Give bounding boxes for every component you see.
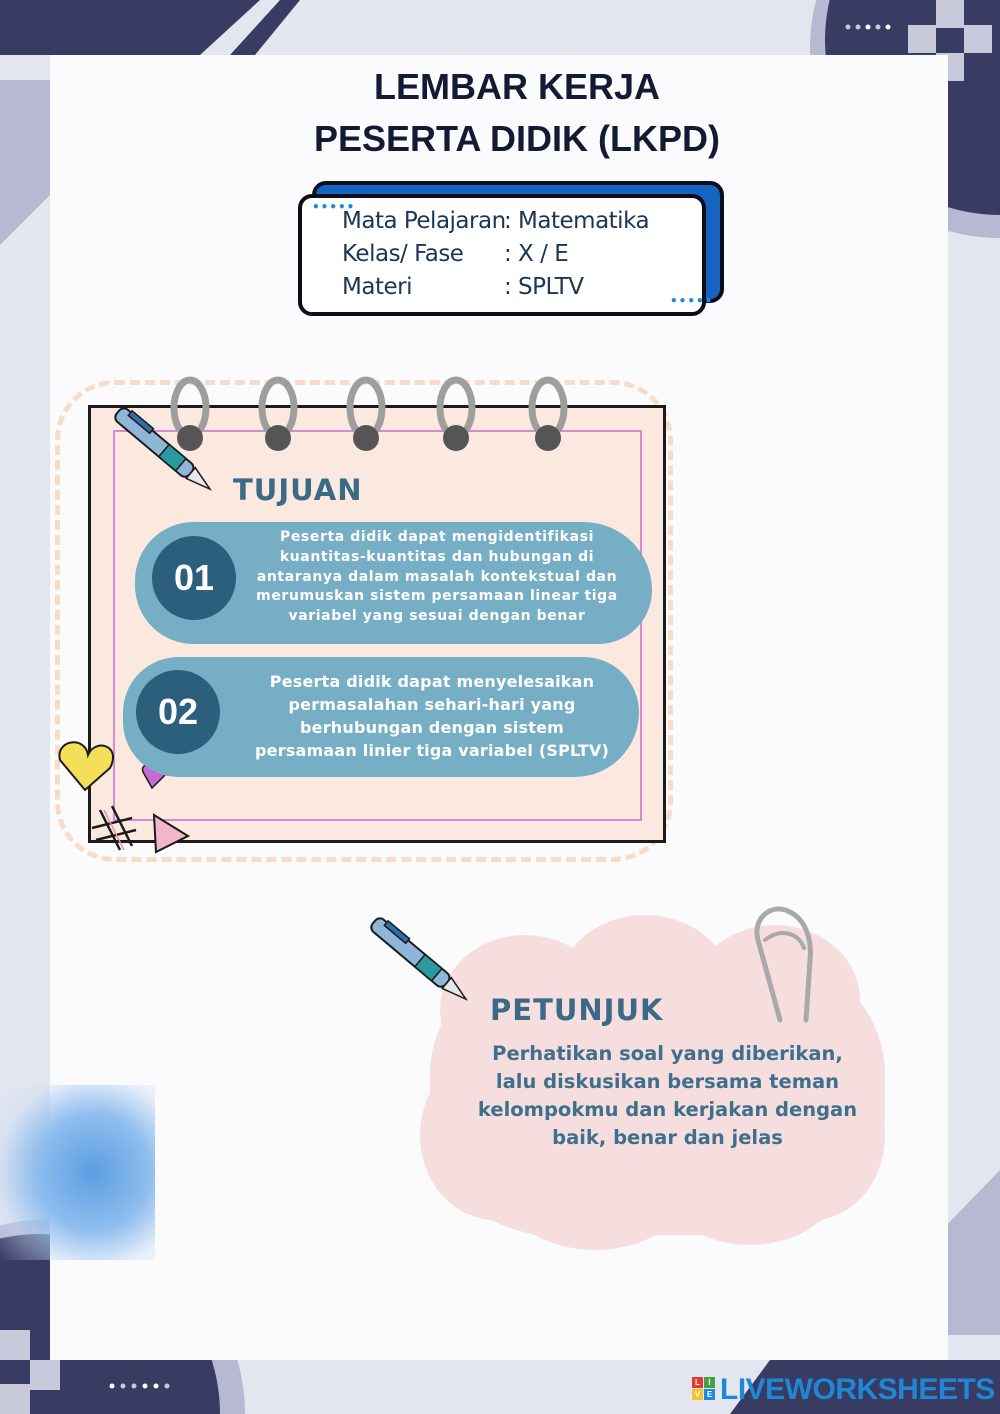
liveworksheets-brand[interactable]: LIVEWORKSHEETS: [720, 1373, 995, 1406]
info-label: Mata Pelajaran: [342, 208, 506, 234]
spiral-rings: [174, 380, 564, 451]
paperclip-icon: [757, 909, 810, 1020]
pen-icon: [369, 914, 472, 1005]
logo-tile: E: [704, 1389, 715, 1400]
page-title-line2: PESERTA DIDIK (LKPD): [313, 118, 720, 159]
tujuan-text-1: Peserta didik dapat mengidentifikasi kuantitas-kuantitas dan hubungan di antaranya dalam masalah kontekstual dan merumuskan sistem persamaan linear tiga variabel yang sesuai dengan benar: [256, 529, 618, 625]
hash-icon: [92, 806, 136, 850]
page-title-line1: LEMBAR KERJA: [373, 66, 660, 107]
dots-icon: •••••: [670, 294, 714, 308]
petunjuk-heading: PETUNJUK: [490, 993, 664, 1027]
liveworksheets-logo[interactable]: [692, 1377, 716, 1401]
info-row-subject: [342, 208, 649, 234]
heart-icon: [59, 742, 113, 790]
pen-icon: [113, 404, 216, 495]
tujuan-number-2: 02: [136, 670, 220, 754]
info-value: : Matematika: [504, 208, 650, 234]
dots-icon: •••••: [312, 200, 356, 214]
info-value: : SPLTV: [504, 274, 584, 300]
petunjuk-text: Perhatikan soal yang diberikan, lalu diskusikan bersama teman kelompokmu dan kerjakan dengan baik, benar dan jelas: [477, 1042, 858, 1149]
logo-tile: V: [692, 1389, 703, 1400]
info-row-class: [342, 241, 568, 267]
tujuan-text-2: Peserta didik dapat menyelesaikan permasalahan sehari-hari yang berhubungan dengan sistem persamaan linier tiga variabel (SPLTV): [255, 672, 609, 760]
logo-tile: L: [692, 1377, 703, 1388]
info-row-material: [342, 274, 583, 300]
blur-decoration: [0, 1085, 155, 1260]
info-label: Kelas/ Fase: [342, 241, 464, 267]
info-value: : X / E: [504, 241, 569, 267]
triangle-icon: [154, 815, 188, 852]
logo-tile: I: [704, 1377, 715, 1388]
info-label: Materi: [342, 274, 412, 300]
tujuan-heading: TUJUAN: [233, 473, 363, 507]
info-box: [298, 194, 714, 316]
tujuan-number-1: 01: [152, 536, 236, 620]
